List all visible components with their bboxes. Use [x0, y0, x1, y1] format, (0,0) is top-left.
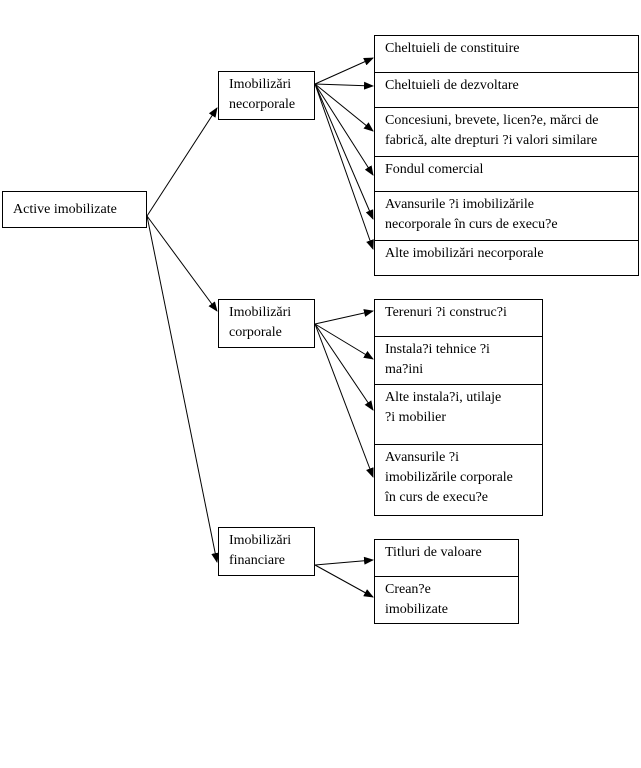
items-list-necorporale — [374, 35, 639, 276]
category-box-financiare — [218, 527, 315, 576]
list-item: Avansurile ?i imobilizările corporale în curs de execu?e — [375, 444, 542, 515]
list-item: Crean?e imobilizate — [375, 576, 518, 623]
list-item: Instala?i tehnice ?i ma?ini — [375, 336, 542, 384]
list-item: Avansurile ?i imobilizările necorporale în curs de execu?e — [375, 191, 638, 240]
category-label-corporale: Imobilizări corporale — [229, 305, 292, 340]
arrow-necorporale-item-1 — [315, 84, 373, 86]
arrow-corporale-item-3 — [315, 324, 373, 477]
arrow-corporale-item-0 — [315, 311, 373, 324]
root-box — [2, 191, 147, 228]
arrow-necorporale-item-0 — [315, 58, 373, 84]
arrow-root-to-financiare — [147, 216, 217, 562]
list-item: Terenuri ?i construc?i — [385, 305, 507, 320]
arrow-corporale-item-2 — [315, 324, 373, 410]
arrow-corporale-item-1 — [315, 324, 373, 359]
category-box-necorporale — [218, 71, 315, 120]
arrow-root-to-necorporale — [147, 108, 217, 216]
arrow-financiare-item-1 — [315, 565, 373, 597]
list-item: Alte instala?i, utilaje ?i mobilier — [375, 384, 542, 444]
list-item: Cheltuieli de constituire — [385, 41, 520, 56]
arrow-financiare-item-0 — [315, 560, 373, 565]
category-label-financiare: Imobilizări financiare — [229, 533, 292, 568]
arrow-root-to-corporale — [147, 216, 217, 311]
items-list-financiare — [374, 539, 519, 624]
category-box-corporale — [218, 299, 315, 348]
root-label: Active imobilizate — [13, 202, 117, 217]
arrow-necorporale-item-4 — [315, 84, 373, 219]
list-item: Titluri de valoare — [385, 545, 482, 560]
arrow-necorporale-item-3 — [315, 84, 373, 175]
arrow-necorporale-item-5 — [315, 84, 373, 249]
list-item: Cheltuieli de dezvoltare — [375, 72, 638, 107]
list-item: Concesiuni, brevete, licen?e, mărci de fabrică, alte drepturi ?i valori similare — [375, 107, 638, 156]
items-list-corporale — [374, 299, 543, 516]
category-label-necorporale: Imobilizări necorporale — [229, 77, 296, 112]
list-item: Fondul comercial — [375, 156, 638, 191]
list-item: Alte imobilizări necorporale — [375, 240, 638, 275]
